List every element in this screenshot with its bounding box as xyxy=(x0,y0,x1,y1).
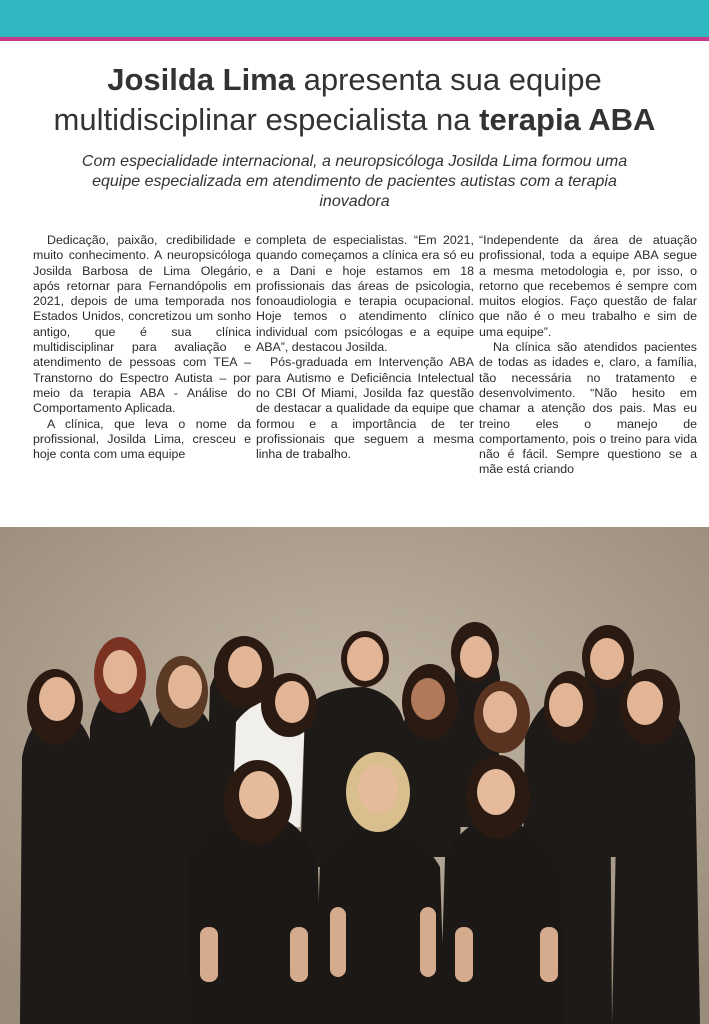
paragraph: “Independente da área de atuação profissional, toda a equipe ABA segue a mesma metodologia e, por isso, o retorno que recebemos é sempre com muitos elogios. Faço questão de falar que não é o meu trabalho e sim de uma equipe”. xyxy=(479,233,697,339)
article-column-1 xyxy=(33,233,251,462)
paragraph: Pós-graduada em Intervenção ABA para Autismo e Deficiência Intelectual no CBI Of Miami, Josilda faz questão de destacar a qualidade da equipe que formou e a importância de ter profissionais que seguem a mesma linha de trabalho. xyxy=(256,355,474,462)
top-teal-band xyxy=(0,0,709,37)
team-group-illustration xyxy=(0,527,709,1024)
paragraph: Na clínica são atendidos pacientes de todas as idades e, claro, a família, tão necessária no tratamento e desenvolvimento. “Não hesito em chamar a atenção dos pais. Mas eu treino eles o manejo de comportamento, pois o treino para vida não é fácil. Sempre questiono se a mãe está criando xyxy=(479,340,697,477)
paragraph: A clínica, que leva o nome da profissional, Josilda Lima, cresceu e hoje conta com uma equipe xyxy=(33,416,251,462)
subtitle: Com especialidade internacional, a neuropsicóloga Josilda Lima formou uma equipe especializada em atendimento de pacientes autistas com a terapia inovadora xyxy=(81,153,628,210)
headline-middle: apresenta sua equipe multidisciplinar especialista na xyxy=(53,62,602,137)
headline xyxy=(20,60,689,140)
team-photo xyxy=(0,527,709,1024)
article-column-2 xyxy=(256,233,474,462)
headline-name: Josilda Lima xyxy=(107,62,295,97)
paragraph: completa de especialistas. “Em 2021, quando começamos a clínica era só eu e a Dani e hoje estamos em 18 profissionais das áreas de psicologia, fonoaudiologia e terapia ocupacional. Hoje temos o atendimento clínico individual com psicólogas e a equipe ABA”, destacou Josilda. xyxy=(256,233,474,355)
magenta-stripe xyxy=(0,37,709,41)
article-column-3 xyxy=(479,233,697,478)
paragraph: Dedicação, paixão, credibilidade e muito conhecimento. A neuropsicóloga Josilda Barbosa de Lima Olegário, após retornar para Fernandópolis em 2021, depois de uma temporada nos Estados Unidos, concretizou um sonho antigo, que é sua clínica multidisciplinar para avaliação e atendimento de pessoas com TEA – Transtorno do Espectro Autista – por meio da terapia ABA - Análise do Comportamento Aplicada. xyxy=(33,233,251,416)
headline-topic: terapia ABA xyxy=(479,102,656,137)
